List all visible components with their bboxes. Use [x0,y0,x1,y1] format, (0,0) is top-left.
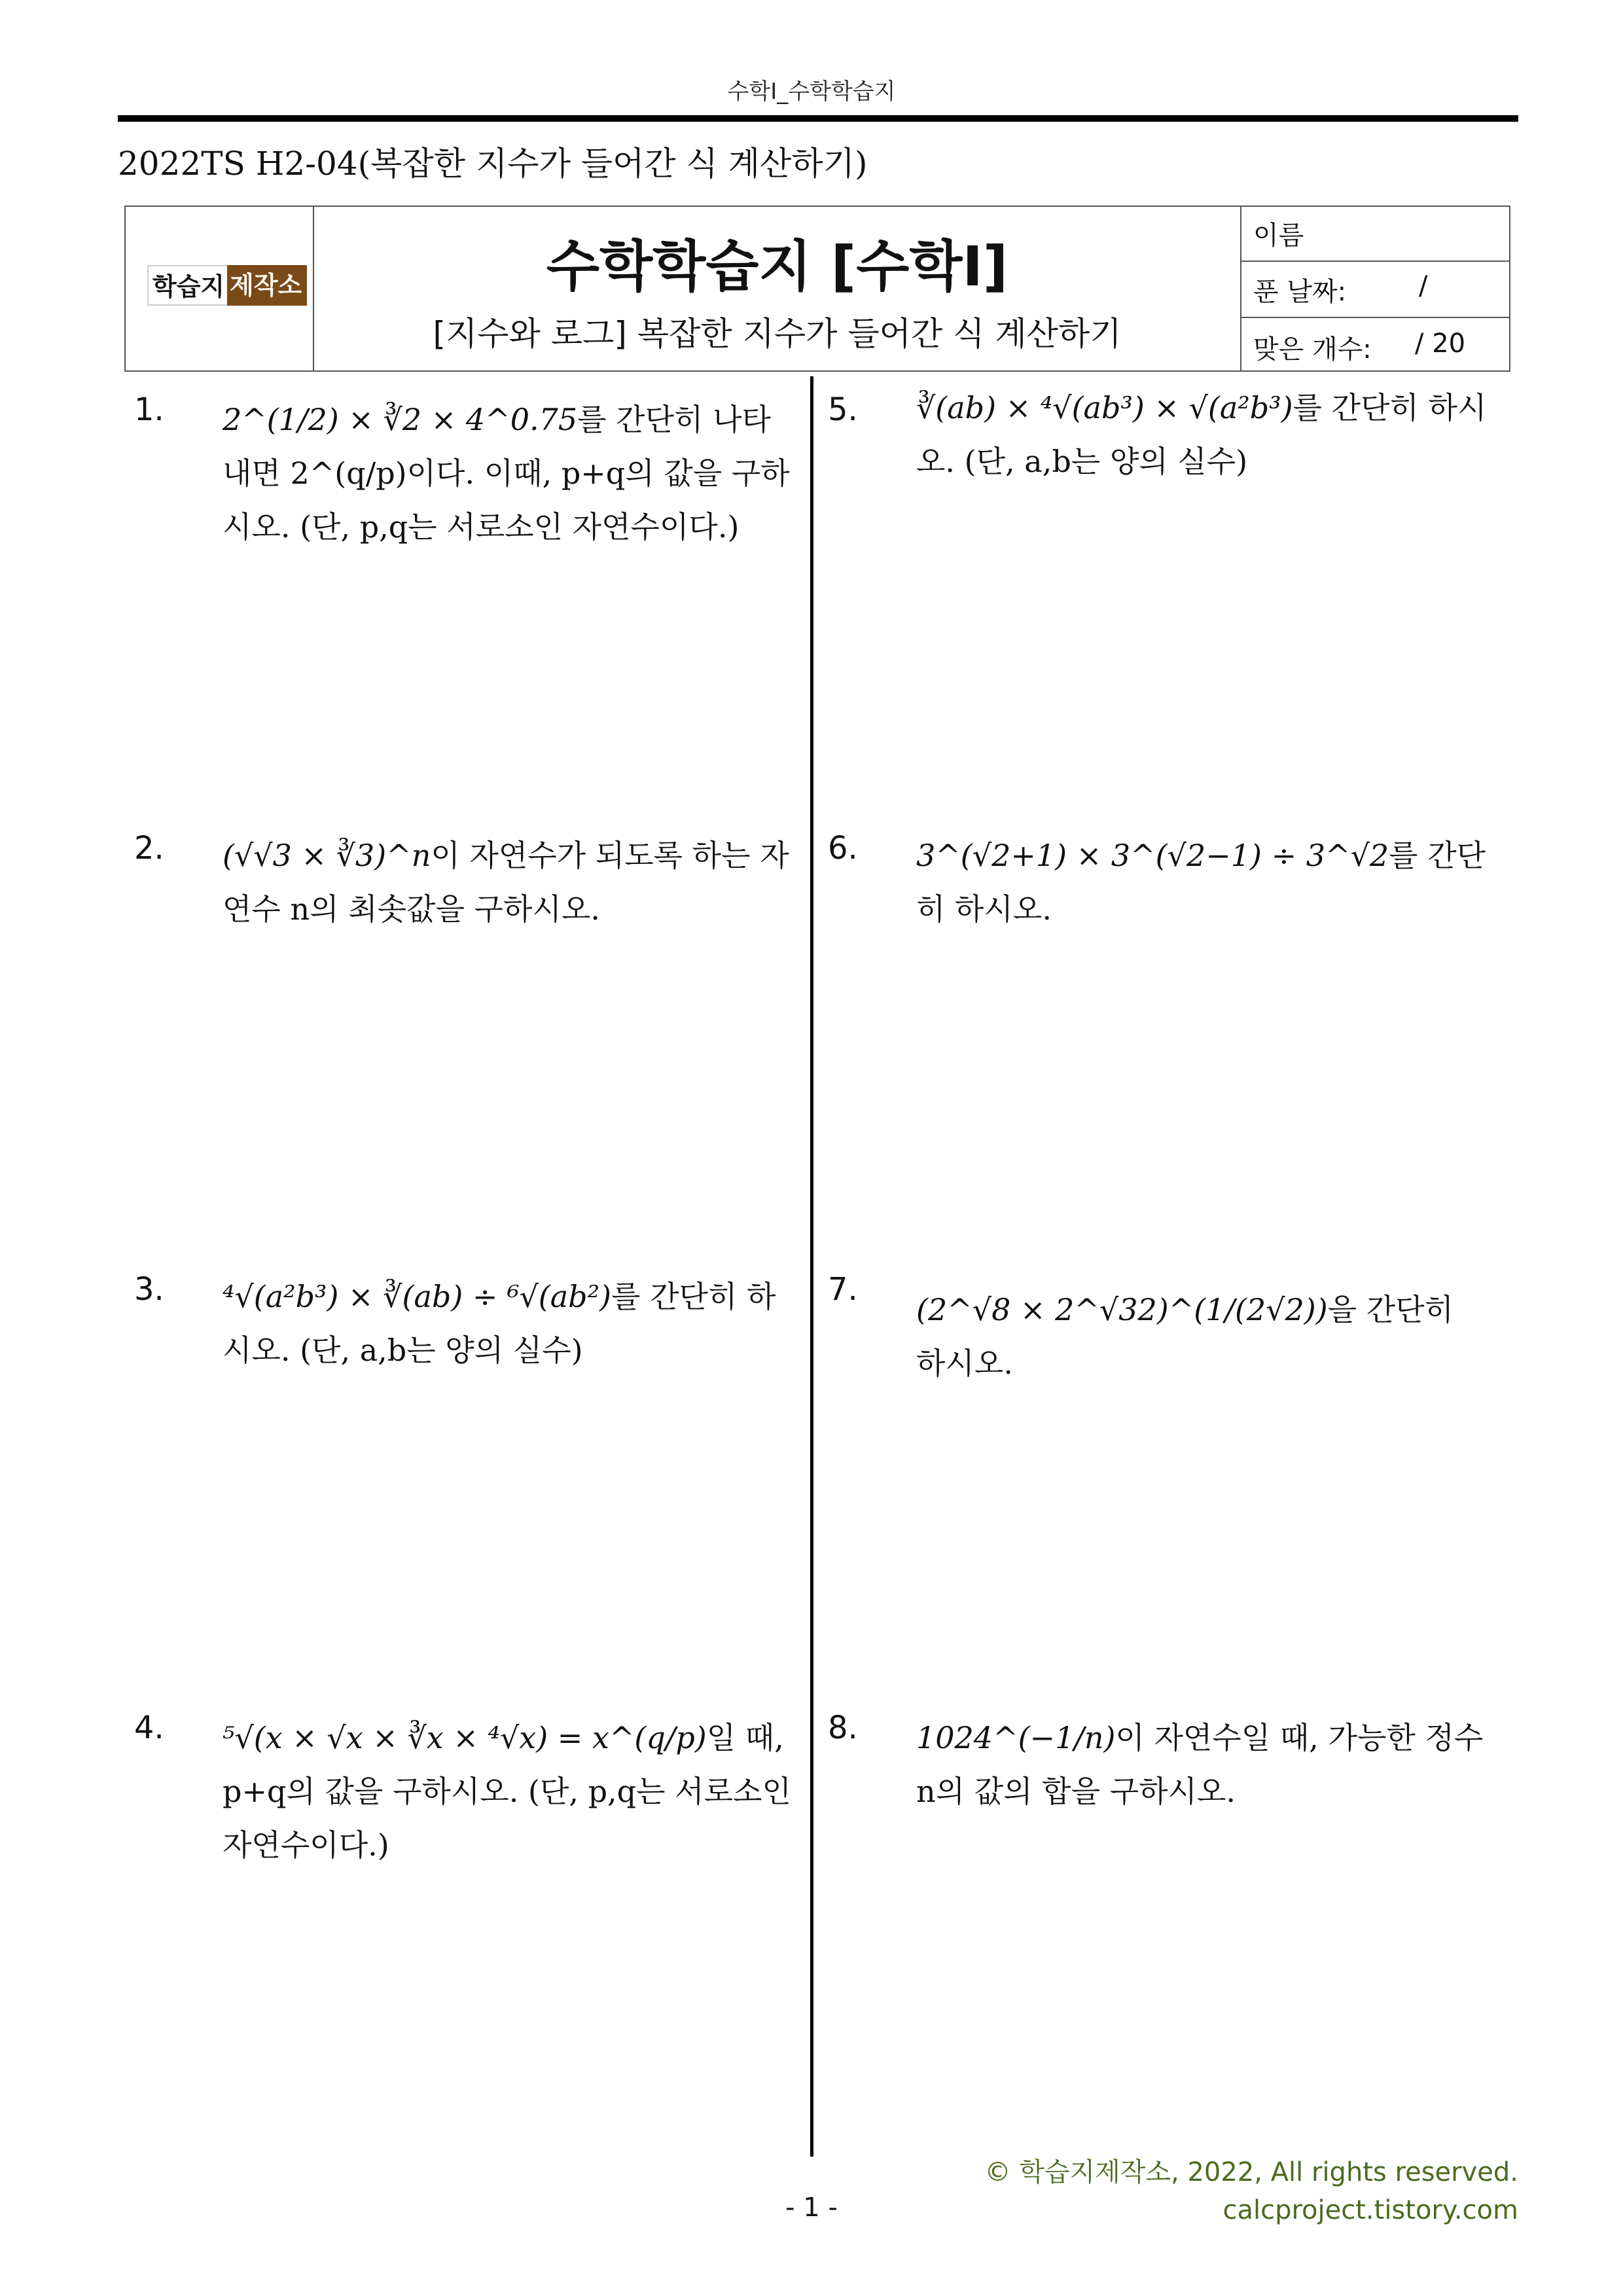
score-total: / 20 [1415,329,1466,359]
page-subtitle: [지수와 로그] 복잡한 지수가 들어간 식 계산하기 [433,315,1122,353]
question-4 [223,1711,798,1872]
question-5 [916,381,1492,488]
page-number: - 1 - [785,2193,838,2223]
logo-part1: 학습지 [147,265,227,306]
question-math: ∛(ab) × ⁴√(ab³) × √(a²b³) [916,390,1293,425]
question-number: 6. [828,830,858,867]
question-text: 를 간단히 하시오. (단, a,b는 양의 실수) [916,390,1487,479]
question-1 [223,393,798,554]
question-text: 를 간단히 나타내면 2^(q/p)이다. 이때, p+q의 값을 구하시오. (단, p,q는 서로소인 자연수이다.) [223,402,790,545]
question-number: 1. [134,391,164,428]
column-divider [810,376,813,2157]
question-math: ⁴√(a²b³) × ∛(ab) ÷ ⁶√(ab²) [223,1279,612,1314]
document-code: 2022TS H2-04(복잡한 지수가 들어간 식 계산하기) [118,145,868,183]
question-8 [916,1711,1492,1818]
question-text: 이 자연수일 때, 가능한 정수 n의 값의 합을 구하시오. [916,1720,1484,1809]
question-math: ⁵√(x × √x × ∛x × ⁴√x) = x^(q/p) [223,1720,707,1755]
question-number: 3. [134,1271,164,1308]
question-2 [223,829,798,936]
question-number: 8. [828,1710,858,1746]
info-row-divider [1240,317,1510,318]
running-header: 수학I_수학학습지 [727,79,896,105]
question-number: 4. [134,1710,164,1746]
page-title: 수학학습지 [수학I] [546,234,1008,298]
date-separator: / [1419,271,1428,301]
header-rule [118,115,1518,122]
question-text: 를 간단히 하시오. (단, a,b는 양의 실수) [223,1279,776,1368]
question-math: 2^(1/2) × ∛2 × 4^0.75 [223,402,578,437]
title-box-divider-right [1240,206,1241,372]
question-math: 3^(√2+1) × 3^(√2−1) ÷ 3^√2 [916,838,1389,873]
date-label: 푼 날짜: [1253,277,1347,307]
score-label: 맞은 개수: [1253,334,1372,365]
question-6 [916,829,1492,936]
question-number: 7. [828,1271,858,1308]
question-text: 를 간단히 하시오. [916,838,1486,927]
question-7 [916,1283,1492,1390]
question-math: (√√3 × ∛3)^n [223,838,431,873]
question-number: 5. [828,391,858,428]
logo-part2: 제작소 [227,265,307,306]
info-row-divider [1240,260,1510,262]
question-math: (2^√8 × 2^√32)^(1/(2√2)) [916,1292,1328,1327]
question-3 [223,1270,798,1377]
question-number: 2. [134,830,164,867]
copyright-text: © 학습지제작소, 2022, All rights reserved. [984,2157,1518,2187]
site-url: calcproject.tistory.com [1222,2195,1518,2225]
question-text: 일 때, p+q의 값을 구하시오. (단, p,q는 서로소인 자연수이다.) [223,1720,791,1863]
name-label: 이름 [1253,221,1304,251]
logo [147,265,307,306]
question-text: 이 자연수가 되도록 하는 자연수 n의 최솟값을 구하시오. [223,838,789,927]
question-math: 1024^(−1/n) [916,1720,1116,1755]
question-text: 을 간단히 하시오. [916,1292,1454,1381]
